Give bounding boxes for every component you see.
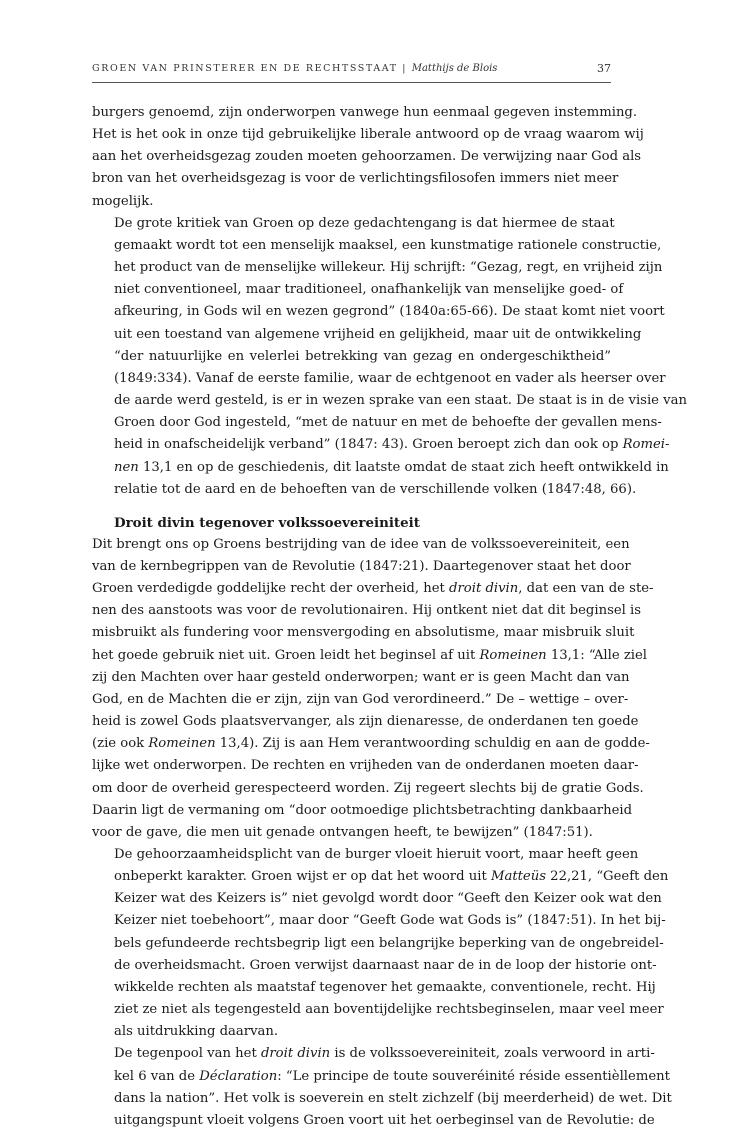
text-line: De gehoorzaamheidsplicht van de burger vloeit hieruit voort, maar heeft geen: [114, 847, 639, 862]
italic-term: Matteüs: [490, 869, 546, 885]
text-line: zij den Machten over haar gesteld onderworpen; want er is geen Macht dan van: [92, 669, 630, 685]
italic-term: nen: [114, 459, 139, 475]
paragraph-5: [92, 1043, 672, 1132]
text-line: kel 6 van de Déclaration: “Le principe de toute souveréinité réside essentièllement: [114, 1068, 670, 1084]
text-line: het product van de menselijke willekeur. Hij schrijft: “Gezag, regt, en vrijheid zijn: [114, 260, 663, 276]
text-line: uit een toestand van algemene vrijheid en gelijkheid, maar uit de ontwikkeling: [114, 326, 642, 342]
header-rule: [92, 82, 611, 83]
text-line: Dit brengt ons op Groens bestrijding van de idee van de volkssoevereiniteit, een: [92, 536, 630, 552]
italic-term: Romeinen: [479, 647, 547, 663]
text-line: Groen verdedigde goddelijke recht der overheid, het droit divin, dat een van de ste-: [92, 581, 654, 597]
text-line: God, en de Machten die er zijn, zijn van God verordineerd.” De – wettige – over-: [92, 691, 629, 707]
text-line: (1849:334). Vanaf de eerste familie, waar de echtgenoot en vader als heerser over: [114, 370, 666, 386]
text-line: Keizer niet toebehoort”, maar door “Geeft Gode wat Gods is” (1847:51). In het bij-: [114, 913, 666, 929]
paragraph-3: [92, 534, 654, 844]
text-line: “der natuurlijke en velerlei betrekking van gezag en ondergeschiktheid”: [114, 348, 611, 364]
text-line: heid is zowel Gods plaatsvervanger, als zijn dienaresse, de onderdanen ten goede: [92, 714, 639, 730]
text-line: als uitdrukking daarvan.: [114, 1024, 279, 1040]
text-line: afkeuring, in Gods wil en wezen gegrond” (1840a:65-66). De staat komt niet voort: [114, 304, 665, 320]
text-line: burgers genoemd, zijn onderworpen vanwege hun eenmaal gegeven instemming.: [92, 105, 638, 120]
text-line: de aarde werd gesteld, is er in wezen sprake van een staat. De staat is in de visie van: [114, 393, 687, 409]
text-line: nen des aanstoots was voor de revolutionairen. Hij ontkent niet dat dit beginsel is: [92, 603, 642, 619]
running-head-author: Matthijs de Blois: [411, 63, 498, 74]
text-line: relatie tot de aard en de behoeften van de verschillende volken (1847:48, 66).: [114, 481, 637, 497]
text-line: aan het overheidsgezag zouden moeten gehoorzamen. De verwijzing naar God als: [92, 149, 642, 165]
text-line: gemaakt wordt tot een menselijk maaksel, een kunstmatige rationele constructie,: [114, 237, 662, 253]
text-line: niet conventioneel, maar traditioneel, onafhankelijk van menselijke goed- of: [114, 282, 624, 298]
text-line: bron van het overheidsgezag is voor de verlichtingsfilosofen immers niet meer: [92, 171, 619, 187]
paragraph-1: [92, 102, 644, 213]
text-line: Daarin ligt de vermaning om “door ootmoedige plichtsbetrachting dankbaarheid: [92, 802, 633, 818]
body-text: [92, 102, 687, 1132]
text-line: De grote kritiek van Groen op deze gedachtengang is dat hiermee de staat: [114, 215, 615, 231]
italic-term: Romei-: [622, 437, 670, 453]
text-line: uitgangspunt vloeit volgens Groen voort uit het oerbeginsel van de Revolutie: de: [114, 1112, 655, 1128]
text-line: heid in onafscheidelijk verband” (1847: 43). Groen beroept zich dan ook op Romei-: [114, 437, 670, 453]
italic-term: droit divin: [449, 581, 519, 597]
text-line: bels gefundeerde rechtsbegrip ligt een belangrijke beperking van de ongebreidel-: [114, 935, 664, 951]
section-heading: Droit divin tegenover volkssoevereiniteit: [114, 514, 420, 531]
text-line: nen 13,1 en op de geschiedenis, dit laatste omdat de staat zich heeft ontwikkeld in: [114, 459, 669, 475]
italic-term: droit divin: [260, 1046, 331, 1062]
text-line: Groen door God ingesteld, “met de natuur en met de behoefte der gevallen mens-: [114, 415, 662, 431]
text-line: Keizer wat des Keizers is” niet gevolgd wordt door “Geeft den Keizer ook wat den: [114, 891, 662, 907]
text-line: onbeperkt karakter. Groen wijst er op dat het woord uit Matteüs 22,21, “Geeft den: [114, 869, 669, 885]
italic-term: Déclaration: [199, 1068, 278, 1084]
paragraph-2: [92, 213, 687, 501]
text-line: het goede gebruik niet uit. Groen leidt het beginsel af uit Romeinen 13,1: “Alle ziel: [92, 647, 648, 663]
text-line: voor de gave, die men uit genade ontvangen heeft, te bewijzen” (1847:51).: [92, 824, 593, 840]
text-line: Het is het ook in onze tijd gebruikelijke liberale antwoord op de vraag waarom wij: [92, 127, 644, 143]
running-head: [92, 63, 611, 79]
text-line: dans la nation”. Het volk is soeverein en stelt zichzelf (bij meerderheid) de wet. Dit: [114, 1090, 672, 1106]
text-line: van de kernbegrippen van de Revolutie (1847:21). Daartegenover staat het door: [92, 558, 631, 574]
text-line: mogelijk.: [92, 193, 154, 209]
running-head-separator: |: [397, 63, 412, 74]
text-line: om door de overheid gerespecteerd worden. Zij regeert slechts bij de gratie Gods.: [92, 780, 644, 796]
text-line: wikkelde rechten als maatstaf tegenover het gemaakte, conventionele, recht. Hij: [114, 979, 656, 995]
running-head-title: GROEN VAN PRINSTERER EN DE RECHTSSTAAT: [92, 63, 398, 74]
text-line: De tegenpool van het droit divin is de volkssoevereiniteit, zoals verwoord in arti-: [114, 1046, 655, 1062]
text-line: (zie ook Romeinen 13,4). Zij is aan Hem verantwoording schuldig en aan de godde-: [92, 736, 650, 752]
page-number: 37: [597, 62, 611, 75]
italic-term: Romeinen: [148, 736, 216, 752]
text-line: de overheidsmacht. Groen verwijst daarnaast naar de in de loop der historie ont-: [114, 957, 657, 973]
text-line: misbruikt als fundering voor mensvergoding en absolutisme, maar misbruik sluit: [92, 625, 635, 641]
text-line: lijke wet onderworpen. De rechten en vrijheden van de onderdanen moeten daar-: [92, 758, 639, 774]
text-line: ziet ze niet als tegengesteld aan boventijdelijke rechtsbeginselen, maar veel meer: [114, 1002, 664, 1018]
paragraph-4: [92, 844, 669, 1043]
